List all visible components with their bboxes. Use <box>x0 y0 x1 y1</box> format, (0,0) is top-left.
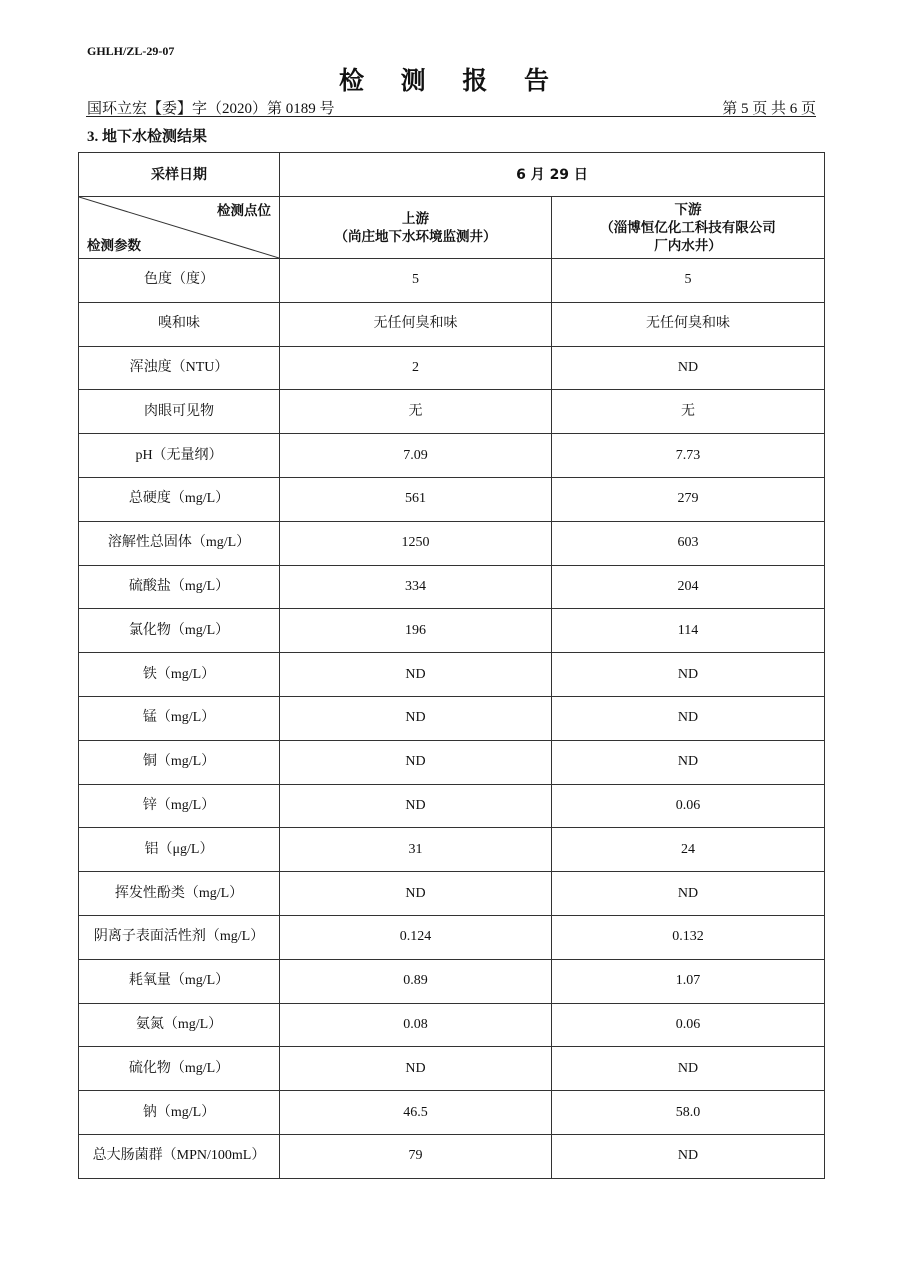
sampling-date-row <box>79 153 825 197</box>
table-row <box>79 302 825 346</box>
table-row <box>79 828 825 872</box>
upstream-value-cell: 无任何臭和味 <box>280 302 552 346</box>
upstream-value-cell: 31 <box>280 828 552 872</box>
upstream-site: （尚庄地下水环境监测井） <box>334 228 497 245</box>
downstream-value-cell: 0.132 <box>552 915 825 959</box>
sampling-date-label: 采样日期 <box>79 153 280 197</box>
column-header-row <box>79 197 825 259</box>
table-row <box>79 346 825 390</box>
table-row <box>79 784 825 828</box>
upstream-value-cell: 5 <box>280 259 552 303</box>
upstream-value-cell: 561 <box>280 477 552 521</box>
downstream-value-cell: 0.06 <box>552 784 825 828</box>
parameter-cell: 浑浊度（NTU） <box>79 346 280 390</box>
table-row <box>79 434 825 478</box>
table-row <box>79 1134 825 1178</box>
upstream-title: 上游 <box>402 210 429 227</box>
downstream-value-cell: 24 <box>552 828 825 872</box>
downstream-site: （淄博恒亿化工科技有限公司 <box>600 219 776 236</box>
parameter-cell: 耗氧量（mg/L） <box>79 959 280 1003</box>
parameter-cell: 总硬度（mg/L） <box>79 477 280 521</box>
upstream-value-cell: 0.124 <box>280 915 552 959</box>
downstream-value-cell: 603 <box>552 521 825 565</box>
parameter-cell: 硫酸盐（mg/L） <box>79 565 280 609</box>
parameter-cell: pH（无量纲） <box>79 434 280 478</box>
parameter-cell: 铜（mg/L） <box>79 740 280 784</box>
downstream-value-cell: ND <box>552 346 825 390</box>
parameter-cell: 氯化物（mg/L） <box>79 609 280 653</box>
document-code: GHLH/ZL-29-07 <box>87 44 175 58</box>
upstream-value-cell: ND <box>280 1047 552 1091</box>
upstream-column-header <box>280 197 552 259</box>
groundwater-results-table <box>78 152 825 1179</box>
table-row <box>79 653 825 697</box>
upstream-value-cell: 2 <box>280 346 552 390</box>
corner-label-parameter: 检测参数 <box>87 238 141 254</box>
upstream-value-cell: ND <box>280 653 552 697</box>
downstream-value-cell: 58.0 <box>552 1091 825 1135</box>
table-row <box>79 609 825 653</box>
diagonal-header-cell <box>79 197 280 259</box>
downstream-value-cell: 279 <box>552 477 825 521</box>
downstream-value-cell: ND <box>552 1047 825 1091</box>
upstream-value-cell: 196 <box>280 609 552 653</box>
upstream-value-cell: 0.08 <box>280 1003 552 1047</box>
header-divider <box>86 116 816 117</box>
downstream-value-cell: 204 <box>552 565 825 609</box>
table-row <box>79 1003 825 1047</box>
parameter-cell: 锰（mg/L） <box>79 696 280 740</box>
downstream-value-cell: 5 <box>552 259 825 303</box>
table-row <box>79 915 825 959</box>
page-number: 第 5 页 共 6 页 <box>722 101 816 117</box>
sampling-date-value: 6 月 29 日 <box>280 153 825 197</box>
report-title: 检 测 报 告 <box>338 66 564 95</box>
parameter-cell: 嗅和味 <box>79 302 280 346</box>
parameter-cell: 溶解性总固体（mg/L） <box>79 521 280 565</box>
upstream-value-cell: ND <box>280 740 552 784</box>
upstream-value-cell: 0.89 <box>280 959 552 1003</box>
table-row <box>79 696 825 740</box>
parameter-cell: 铁（mg/L） <box>79 653 280 697</box>
corner-label-location: 检测点位 <box>217 203 271 219</box>
upstream-value-cell: ND <box>280 784 552 828</box>
downstream-column-header <box>552 197 825 259</box>
downstream-title: 下游 <box>674 201 702 218</box>
parameter-cell: 总大肠菌群（MPN/100mL） <box>79 1134 280 1178</box>
parameter-cell: 铝（μg/L） <box>79 828 280 872</box>
table-row <box>79 740 825 784</box>
downstream-value-cell: 7.73 <box>552 434 825 478</box>
table-row <box>79 390 825 434</box>
table-row <box>79 565 825 609</box>
upstream-value-cell: 46.5 <box>280 1091 552 1135</box>
section-title: 3. 地下水检测结果 <box>87 129 208 145</box>
parameter-cell: 色度（度） <box>79 259 280 303</box>
table-row <box>79 959 825 1003</box>
downstream-site-cont: 厂内水井） <box>654 237 722 254</box>
downstream-value-cell: 114 <box>552 609 825 653</box>
table-row <box>79 1047 825 1091</box>
table-row <box>79 872 825 916</box>
downstream-value-cell: ND <box>552 740 825 784</box>
upstream-value-cell: ND <box>280 696 552 740</box>
table-row <box>79 477 825 521</box>
parameter-cell: 挥发性酚类（mg/L） <box>79 872 280 916</box>
upstream-value-cell: ND <box>280 872 552 916</box>
parameter-cell: 阴离子表面活性剂（mg/L） <box>79 915 280 959</box>
upstream-value-cell: 无 <box>280 390 552 434</box>
report-reference-number: 国环立宏【委】字（2020）第 0189 号 <box>87 101 335 117</box>
parameter-cell: 氨氮（mg/L） <box>79 1003 280 1047</box>
downstream-value-cell: ND <box>552 1134 825 1178</box>
table-row <box>79 259 825 303</box>
downstream-value-cell: 0.06 <box>552 1003 825 1047</box>
table-row <box>79 521 825 565</box>
parameter-cell: 肉眼可见物 <box>79 390 280 434</box>
downstream-value-cell: ND <box>552 653 825 697</box>
parameter-cell: 钠（mg/L） <box>79 1091 280 1135</box>
downstream-value-cell: 1.07 <box>552 959 825 1003</box>
downstream-value-cell: 无任何臭和味 <box>552 302 825 346</box>
parameter-cell: 锌（mg/L） <box>79 784 280 828</box>
parameter-cell: 硫化物（mg/L） <box>79 1047 280 1091</box>
downstream-value-cell: ND <box>552 872 825 916</box>
upstream-value-cell: 1250 <box>280 521 552 565</box>
upstream-value-cell: 79 <box>280 1134 552 1178</box>
downstream-value-cell: ND <box>552 696 825 740</box>
upstream-value-cell: 334 <box>280 565 552 609</box>
table-row <box>79 1091 825 1135</box>
downstream-value-cell: 无 <box>552 390 825 434</box>
upstream-value-cell: 7.09 <box>280 434 552 478</box>
